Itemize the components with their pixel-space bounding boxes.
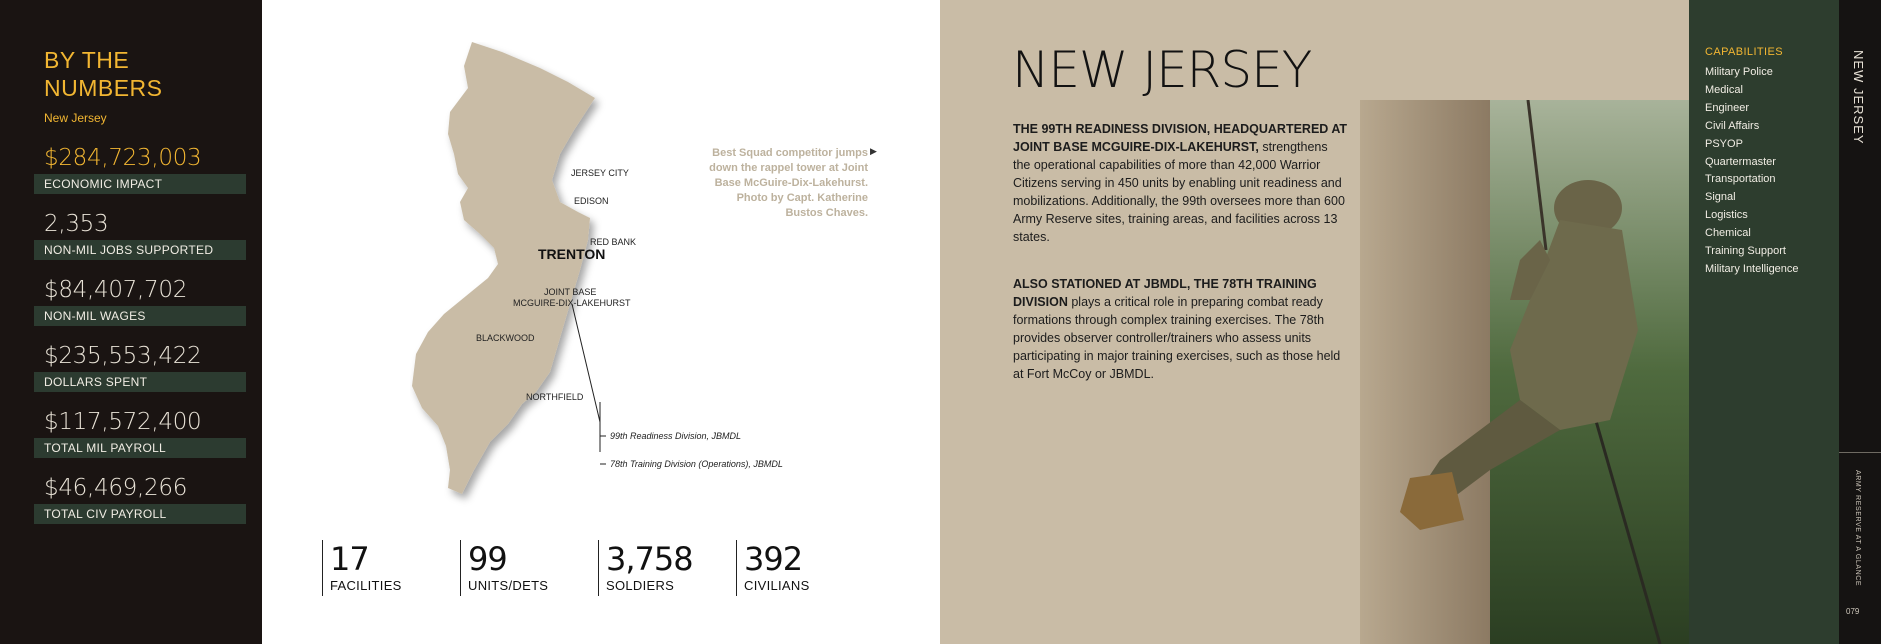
rappelling-soldier-photo bbox=[1360, 100, 1689, 644]
bottom-stat-value: 99 bbox=[468, 540, 507, 578]
article-paragraph-1 bbox=[1013, 120, 1348, 246]
city-northfield: NORTHFIELD bbox=[526, 392, 584, 402]
legend-78th: 78th Training Division (Operations), JBMDL bbox=[610, 459, 783, 469]
city-jersey-city: JERSEY CITY bbox=[571, 168, 629, 178]
city-blackwood: BLACKWOOD bbox=[476, 333, 535, 343]
photo-caption: Best Squad competitor jumps down the rappel tower at Joint Base McGuire-Dix-Lakehurst. Photo by Capt. Katherine Bustos Chaves. bbox=[709, 147, 868, 219]
list-item: Medical bbox=[1705, 83, 1743, 96]
stat-jobs bbox=[34, 210, 246, 260]
legend-99th: 99th Readiness Division, JBMDL bbox=[610, 431, 742, 441]
state-subtitle: New Jersey bbox=[44, 111, 107, 125]
stat-mil-payroll bbox=[34, 408, 246, 458]
new-jersey-map bbox=[410, 42, 810, 512]
bottom-stat-label: FACILITIES bbox=[330, 578, 402, 593]
stat-wages bbox=[34, 276, 246, 326]
page-number: 079 bbox=[1846, 607, 1860, 616]
state-outline bbox=[412, 42, 595, 494]
list-item: Signal bbox=[1705, 191, 1736, 204]
paragraph-lead: ALSO STATIONED AT JBMDL, THE 78TH TRAINING DIVISION bbox=[1013, 277, 1317, 309]
stat-value: $46,469,266 bbox=[44, 475, 188, 501]
list-item: Civil Affairs bbox=[1705, 119, 1760, 132]
bottom-stat-soldiers bbox=[598, 540, 693, 596]
rappel-wall bbox=[1360, 100, 1490, 644]
paragraph-lead: THE 99TH READINESS DIVISION, HEADQUARTERED AT JOINT BASE MCGUIRE-DIX-LAKEHURST, bbox=[1013, 122, 1348, 154]
page-title: NEW JERSEY bbox=[1012, 41, 1312, 99]
city-jbmdl-2: MCGUIRE-DIX-LAKEHURST bbox=[513, 298, 631, 308]
city-jbmdl-1: JOINT BASE bbox=[544, 287, 597, 297]
bottom-stat-civilians bbox=[736, 540, 810, 596]
bottom-stat-label: CIVILIANS bbox=[744, 578, 810, 593]
bottom-stat-label: UNITS/DETS bbox=[468, 578, 549, 593]
list-item: Quartermaster bbox=[1705, 155, 1776, 168]
list-item: Engineer bbox=[1705, 101, 1750, 114]
caption-arrow-icon: ▶ bbox=[870, 146, 877, 156]
article-paragraph-2 bbox=[1013, 275, 1348, 383]
bottom-stat-units bbox=[460, 540, 548, 596]
stat-dollars-spent bbox=[34, 342, 246, 392]
stat-civ-payroll bbox=[34, 474, 246, 524]
stat-economic-impact bbox=[34, 144, 246, 194]
spine-publication-label: ARMY RESERVE AT A GLANCE bbox=[1854, 470, 1861, 587]
bottom-stat-value: 17 bbox=[330, 540, 369, 578]
callout-line-99th bbox=[572, 304, 600, 422]
photo-illustration bbox=[1360, 100, 1689, 644]
list-item: Military Police bbox=[1705, 66, 1773, 78]
city-trenton: TRENTON bbox=[538, 246, 606, 262]
spine-state-label: NEW JERSEY bbox=[1851, 50, 1866, 145]
list-item: Training Support bbox=[1705, 245, 1786, 258]
paragraph-body: strengthens the operational capabilities of more than 42,000 Warrior Citizens serving in 450 units by enabling unit readiness and mobilizations. Additionally, the 99th oversees more than 600 Army Reserve sites, training areas, and facilities across 13 states. bbox=[1013, 140, 1345, 244]
city-red-bank: RED BANK bbox=[590, 237, 637, 247]
stat-value: $235,553,422 bbox=[44, 343, 202, 369]
bottom-stat-label: SOLDIERS bbox=[606, 578, 675, 593]
list-item: PSYOP bbox=[1705, 137, 1743, 150]
stat-value: $84,407,702 bbox=[44, 277, 188, 303]
stat-label: ECONOMIC IMPACT bbox=[34, 174, 246, 194]
spine-divider bbox=[1839, 452, 1881, 453]
by-the-numbers-title: BY THE NUMBERS bbox=[44, 47, 163, 101]
stat-label: TOTAL MIL PAYROLL bbox=[34, 438, 246, 458]
bottom-stat-value: 3,758 bbox=[606, 540, 693, 578]
stat-value: 2,353 bbox=[44, 211, 109, 237]
capabilities-list bbox=[1705, 64, 1799, 279]
list-item: Chemical bbox=[1705, 227, 1751, 240]
stat-label: DOLLARS SPENT bbox=[34, 372, 246, 392]
city-edison: EDISON bbox=[574, 196, 609, 206]
stat-label: NON-MIL JOBS SUPPORTED bbox=[34, 240, 246, 260]
list-item: Military Intelligence bbox=[1705, 262, 1799, 275]
list-item: Logistics bbox=[1705, 209, 1748, 222]
paragraph-body: plays a critical role in preparing combat ready formations through complex training exercises. The 78th provides observer controller/trainers who assess units participating in major training exercises, such as those held at Fort McCoy or JBMDL. bbox=[1013, 295, 1341, 381]
stat-label: NON-MIL WAGES bbox=[34, 306, 246, 326]
stat-value: $284,723,003 bbox=[44, 145, 202, 171]
bottom-stat-value: 392 bbox=[744, 540, 803, 578]
bottom-stat-facilities bbox=[322, 540, 402, 596]
list-item: Transportation bbox=[1705, 173, 1776, 186]
stat-label: TOTAL CIV PAYROLL bbox=[34, 504, 246, 524]
capabilities-heading: CAPABILITIES bbox=[1705, 46, 1783, 58]
stat-value: $117,572,400 bbox=[44, 409, 202, 435]
